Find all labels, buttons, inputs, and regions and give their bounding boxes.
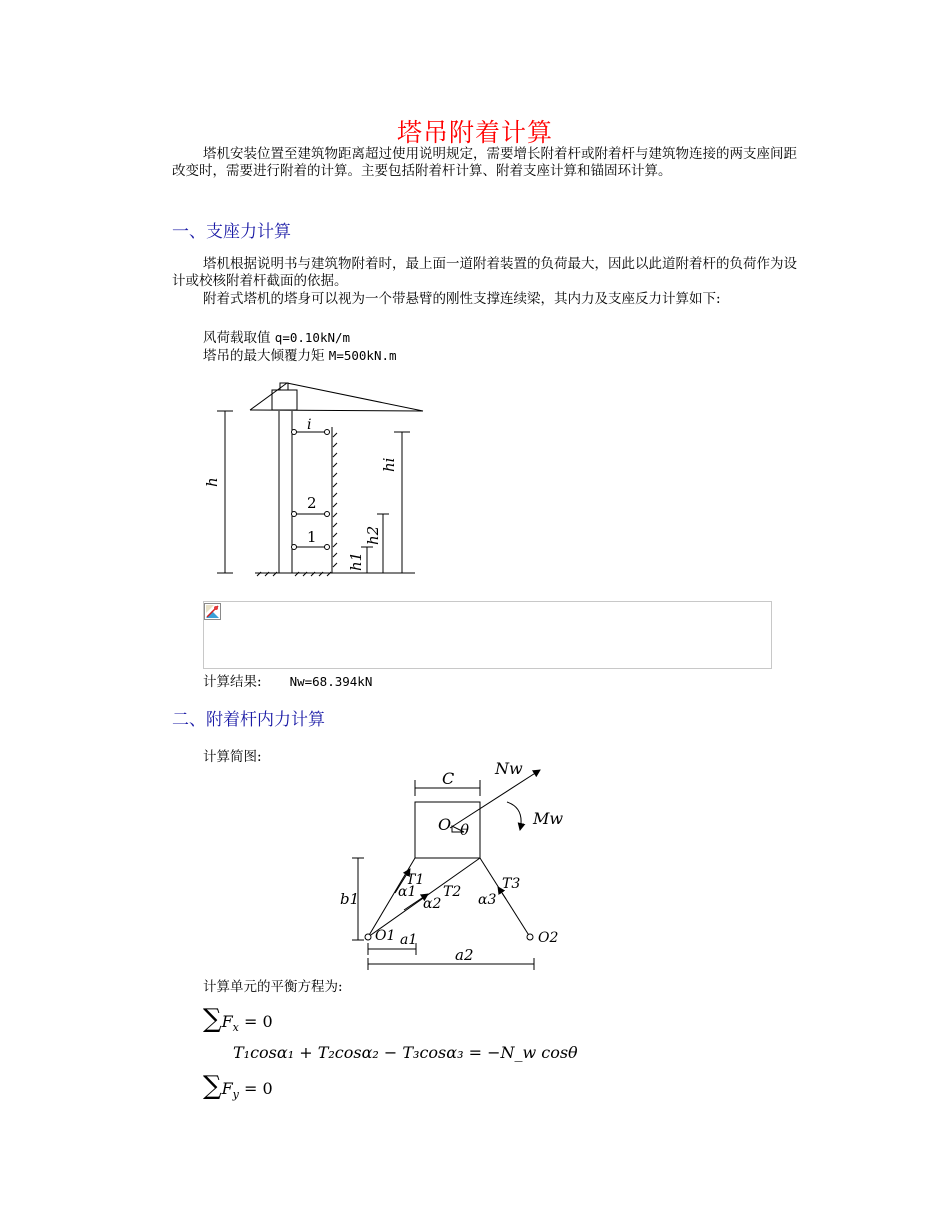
label-h: h — [203, 477, 221, 487]
attachment-rod-force-diagram — [330, 760, 580, 972]
label-nw: Nw — [495, 760, 523, 778]
label-h2: h2 — [364, 525, 382, 545]
broken-image-icon — [204, 603, 221, 620]
label-a2: a2 — [455, 946, 474, 964]
moment-value: M=500kN.m — [328, 348, 397, 363]
label-mw: Mw — [533, 809, 564, 828]
x-subscript: x — [232, 1021, 239, 1035]
label-o: O — [438, 815, 452, 834]
label-a1: a1 — [400, 932, 418, 948]
label-alpha2: α2 — [423, 896, 442, 912]
equation-fx-expanded: T₁cosα₁ + T₂cosα₂ − T₃cosα₃ = −N_w cosθ — [233, 1043, 578, 1062]
page-title: 塔吊附着计算 — [396, 118, 553, 147]
moment-line — [203, 344, 397, 364]
sigma-symbol: ∑ — [203, 1071, 222, 1101]
equals-zero: = 0 — [238, 1079, 273, 1098]
intro-paragraph: 塔机安装位置至建筑物距离超过使用说明规定，需要增长附着杆或附着杆与建筑物连接的两支座间距改变时，需要进行附着的计算。主要包括附着杆计算、附着支座计算和锚固环计算。 — [172, 146, 797, 179]
equation-sum-fy — [203, 1071, 273, 1101]
wind-load-line — [203, 326, 350, 346]
label-i: i — [307, 417, 312, 433]
wind-load-value: q=0.10kN/m — [274, 330, 351, 345]
label-h1: h1 — [347, 551, 365, 571]
label-2: 2 — [307, 494, 317, 512]
result-label: 计算结果: — [203, 674, 262, 690]
y-subscript: y — [232, 1088, 239, 1102]
label-theta: θ — [460, 821, 470, 839]
label-b1: b1 — [340, 890, 360, 908]
label-1: 1 — [307, 528, 317, 546]
formula-image-placeholder — [203, 601, 772, 669]
label-alpha3: α3 — [478, 892, 497, 908]
sigma-symbol: ∑ — [203, 1004, 222, 1034]
label-t3: T3 — [502, 876, 521, 892]
equation-sum-fx — [203, 1004, 273, 1034]
label-hi: hi — [380, 457, 398, 472]
section-2-heading: 二、附着杆内力计算 — [172, 710, 325, 730]
label-alpha1: α1 — [398, 884, 417, 900]
section-1-paragraph-1: 塔机根据说明书与建筑物附着时，最上面一道附着装置的负荷最大，因此以此道附着杆的负荷作为设计或校核附着杆截面的依据。 — [172, 256, 797, 289]
force-symbol: F — [221, 1079, 233, 1098]
tower-crane-attachment-diagram — [195, 375, 435, 580]
section-1-paragraph-2: 附着式塔机的塔身可以视为一个带悬臂的刚性支撑连续梁，其内力及支座反力计算如下: — [203, 291, 721, 307]
section-1-heading: 一、支座力计算 — [172, 222, 291, 242]
equations-label: 计算单元的平衡方程为: — [203, 979, 343, 995]
label-t2: T2 — [443, 884, 462, 900]
label-o1: O1 — [375, 928, 396, 944]
label-c: C — [442, 769, 455, 788]
label-o2: O2 — [538, 930, 559, 946]
diagram-label: 计算简图: — [203, 749, 262, 765]
force-symbol: F — [221, 1012, 233, 1031]
label-t1: T1 — [406, 872, 425, 888]
moment-label: 塔吊的最大倾覆力矩 — [203, 348, 329, 364]
result-line — [203, 670, 372, 690]
result-value: Nw=68.394kN — [289, 674, 373, 689]
wind-load-label: 风荷载取值 — [203, 330, 275, 346]
equals-zero: = 0 — [238, 1012, 273, 1031]
